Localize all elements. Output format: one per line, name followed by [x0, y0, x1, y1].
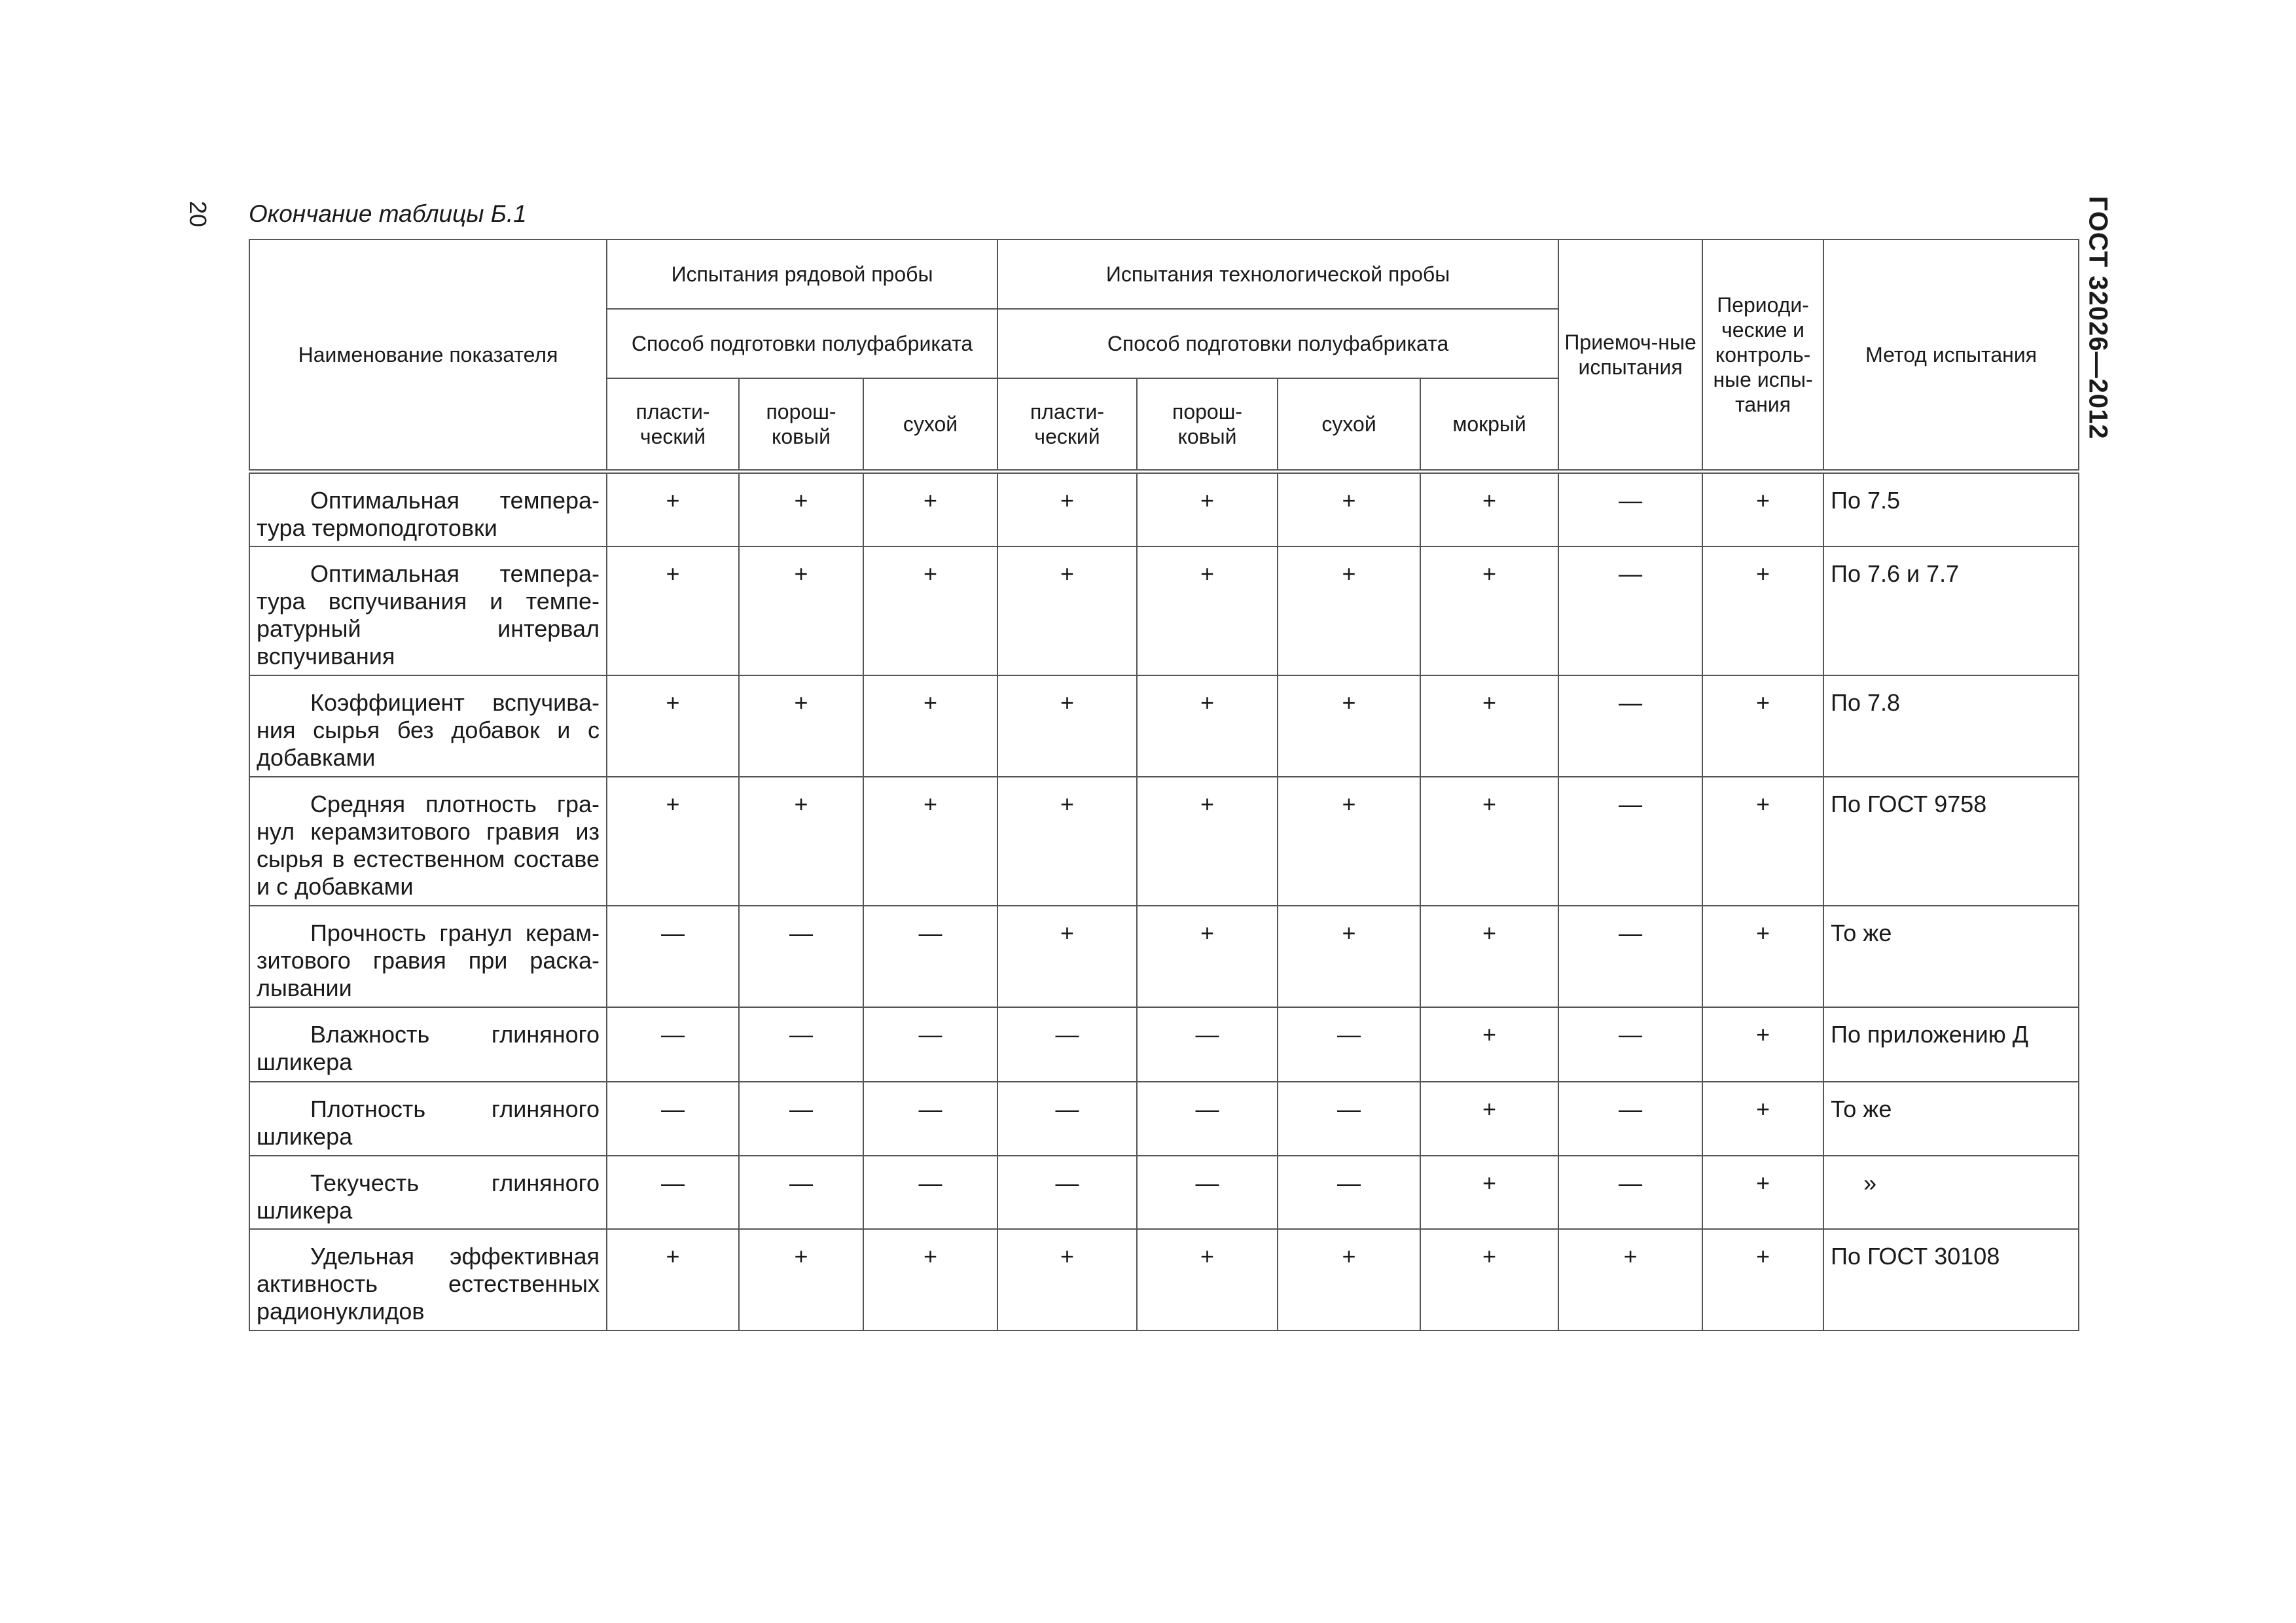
mark-routine-powder: + [739, 777, 863, 906]
mark-tech-dry: + [1278, 546, 1420, 675]
mark-tech-dry: — [1278, 1007, 1420, 1082]
indicator-name: Удельная эффективная активность естественных радионуклидов [249, 1229, 607, 1330]
mark-routine-plastic: + [607, 777, 739, 906]
mark-routine-plastic: — [607, 1007, 739, 1082]
indicator-name: Коэффициент вспучива-ния сырья без добавок и с добавками [249, 675, 607, 777]
mark-routine-dry: — [863, 1156, 997, 1229]
mark-tech-powder: — [1137, 1007, 1278, 1082]
mark-routine-dry: — [863, 906, 997, 1007]
mark-acceptance: — [1558, 906, 1702, 1007]
mark-tech-plastic: + [997, 777, 1137, 906]
table-row [249, 1156, 2079, 1229]
mark-routine-powder: + [739, 546, 863, 675]
mark-routine-dry: — [863, 1082, 997, 1156]
mark-periodic: + [1702, 906, 1823, 1007]
mark-routine-plastic: — [607, 1156, 739, 1229]
mark-tech-plastic: + [997, 906, 1137, 1007]
test-method: По ГОСТ 30108 [1823, 1229, 2079, 1330]
header-acceptance-tests: Приемоч-ные испытания [1558, 240, 1702, 471]
header-tech-plastic: пласти-ческий [997, 378, 1137, 471]
mark-routine-powder: + [739, 675, 863, 777]
mark-periodic: + [1702, 1082, 1823, 1156]
test-method: То же [1823, 1082, 2079, 1156]
header-routine-preparation-method: Способ подготовки полуфабриката [607, 309, 997, 378]
header-tech-preparation-method: Способ подготовки полуфабриката [997, 309, 1558, 378]
mark-acceptance: — [1558, 471, 1702, 546]
mark-routine-plastic: — [607, 1082, 739, 1156]
mark-routine-plastic: + [607, 471, 739, 546]
mark-acceptance: — [1558, 1007, 1702, 1082]
mark-tech-wet: + [1420, 546, 1558, 675]
mark-routine-dry: — [863, 1007, 997, 1082]
table-row [249, 906, 2079, 1007]
mark-tech-dry: — [1278, 1082, 1420, 1156]
indicator-name: Средняя плотность гра-нул керамзитового гравия из сырья в естественном составе и с добавками [249, 777, 607, 906]
mark-tech-wet: + [1420, 1007, 1558, 1082]
header-tech-powder: порош-ковый [1137, 378, 1278, 471]
indicator-name: Оптимальная темпера-тура термоподготовки [249, 471, 607, 546]
table-caption: Окончание таблицы Б.1 [249, 200, 527, 227]
mark-tech-plastic: — [997, 1156, 1137, 1229]
mark-routine-dry: + [863, 1229, 997, 1330]
mark-routine-powder: — [739, 1156, 863, 1229]
document-code [2078, 190, 2117, 445]
mark-tech-powder: — [1137, 1082, 1278, 1156]
mark-periodic: + [1702, 1229, 1823, 1330]
mark-periodic: + [1702, 471, 1823, 546]
header-tech-dry: сухой [1278, 378, 1420, 471]
mark-tech-powder: + [1137, 777, 1278, 906]
mark-tech-wet: + [1420, 675, 1558, 777]
mark-periodic: + [1702, 546, 1823, 675]
mark-tech-wet: + [1420, 471, 1558, 546]
test-method: То же [1823, 906, 2079, 1007]
mark-routine-plastic: + [607, 546, 739, 675]
mark-tech-dry: + [1278, 675, 1420, 777]
mark-tech-plastic: — [997, 1007, 1137, 1082]
indicator-name: Плотность глиняного шликера [249, 1082, 607, 1156]
table-row [249, 1007, 2079, 1082]
table-row [249, 675, 2079, 777]
mark-routine-dry: + [863, 546, 997, 675]
document-code-text: ГОСТ 32026—2012 [2083, 196, 2113, 439]
header-test-method: Метод испытания [1823, 240, 2079, 471]
mark-tech-powder: + [1137, 546, 1278, 675]
header-tech-wet: мокрый [1420, 378, 1558, 471]
mark-tech-plastic: — [997, 1082, 1137, 1156]
mark-tech-powder: + [1137, 471, 1278, 546]
mark-routine-powder: + [739, 1229, 863, 1330]
mark-acceptance: — [1558, 1082, 1702, 1156]
test-method: По ГОСТ 9758 [1823, 777, 2079, 906]
mark-acceptance: — [1558, 546, 1702, 675]
test-methods-table [249, 239, 2079, 1331]
mark-acceptance: — [1558, 1156, 1702, 1229]
mark-tech-dry: — [1278, 1156, 1420, 1229]
header-routine-dry: сухой [863, 378, 997, 471]
mark-tech-dry: + [1278, 471, 1420, 546]
test-method: По 7.5 [1823, 471, 2079, 546]
table-row [249, 546, 2079, 675]
mark-tech-plastic: + [997, 546, 1137, 675]
mark-tech-powder: + [1137, 906, 1278, 1007]
mark-routine-plastic: — [607, 906, 739, 1007]
mark-routine-plastic: + [607, 1229, 739, 1330]
indicator-name: Текучесть глиняного шликера [249, 1156, 607, 1229]
indicator-name: Влажность глиняного шликера [249, 1007, 607, 1082]
mark-acceptance: — [1558, 777, 1702, 906]
test-method: » [1823, 1156, 2079, 1229]
mark-tech-wet: + [1420, 1229, 1558, 1330]
mark-routine-powder: + [739, 471, 863, 546]
mark-tech-wet: + [1420, 906, 1558, 1007]
mark-routine-powder: — [739, 1007, 863, 1082]
header-technological-sample-tests: Испытания технологической пробы [997, 240, 1558, 309]
page-number: 20 [185, 200, 211, 228]
mark-routine-dry: + [863, 471, 997, 546]
mark-tech-wet: + [1420, 777, 1558, 906]
test-method: По 7.6 и 7.7 [1823, 546, 2079, 675]
header-routine-sample-tests: Испытания рядовой пробы [607, 240, 997, 309]
header-routine-powder: порош-ковый [739, 378, 863, 471]
test-method: По 7.8 [1823, 675, 2079, 777]
mark-acceptance: + [1558, 1229, 1702, 1330]
indicator-name: Оптимальная темпера-тура вспучивания и темпе-ратурный интервал вспучивания [249, 546, 607, 675]
mark-routine-dry: + [863, 777, 997, 906]
mark-tech-powder: + [1137, 675, 1278, 777]
mark-acceptance: — [1558, 675, 1702, 777]
mark-periodic: + [1702, 1156, 1823, 1229]
mark-routine-powder: — [739, 1082, 863, 1156]
header-indicator-name: Наименование показателя [249, 240, 607, 471]
mark-tech-dry: + [1278, 777, 1420, 906]
mark-tech-plastic: + [997, 675, 1137, 777]
mark-tech-dry: + [1278, 1229, 1420, 1330]
test-method: По приложению Д [1823, 1007, 2079, 1082]
mark-periodic: + [1702, 777, 1823, 906]
mark-periodic: + [1702, 675, 1823, 777]
mark-routine-plastic: + [607, 675, 739, 777]
mark-routine-powder: — [739, 906, 863, 1007]
table-row [249, 471, 2079, 546]
table-row [249, 1229, 2079, 1330]
table-row [249, 777, 2079, 906]
mark-tech-plastic: + [997, 1229, 1137, 1330]
mark-tech-plastic: + [997, 471, 1137, 546]
mark-tech-dry: + [1278, 906, 1420, 1007]
header-periodic-tests: Периоди-ческие и контроль-ные испы-тания [1702, 240, 1823, 471]
mark-tech-powder: — [1137, 1156, 1278, 1229]
mark-tech-wet: + [1420, 1082, 1558, 1156]
mark-tech-wet: + [1420, 1156, 1558, 1229]
mark-tech-powder: + [1137, 1229, 1278, 1330]
mark-routine-dry: + [863, 675, 997, 777]
header-routine-plastic: пласти-ческий [607, 378, 739, 471]
mark-periodic: + [1702, 1007, 1823, 1082]
table-row [249, 1082, 2079, 1156]
indicator-name: Прочность гранул керам-зитового гравия при раска-лывании [249, 906, 607, 1007]
